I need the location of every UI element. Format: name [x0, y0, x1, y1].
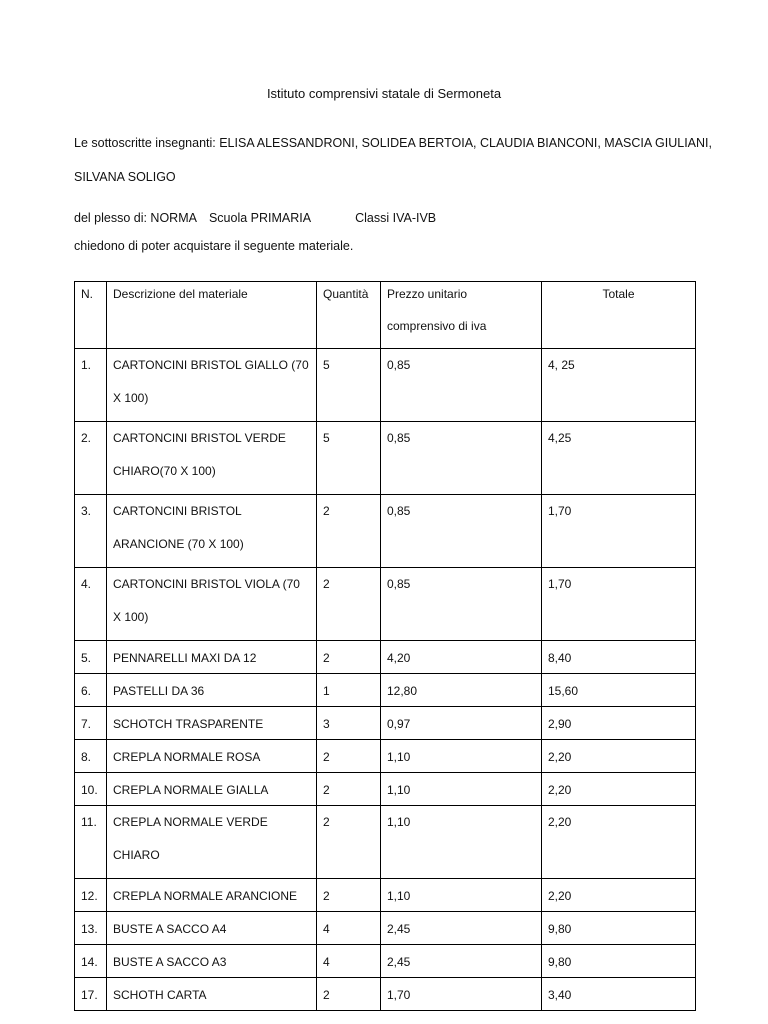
- cell-quantita-text: 2: [323, 988, 330, 1002]
- cell-prezzo: [381, 495, 542, 568]
- cell-totale: [542, 495, 696, 568]
- cell-prezzo: [381, 879, 542, 912]
- cell-n: [75, 349, 107, 422]
- cell-quantita-text: 2: [323, 504, 330, 518]
- cell-quantita: [317, 349, 381, 422]
- cell-quantita: [317, 422, 381, 495]
- cell-quantita: [317, 568, 381, 641]
- cell-totale-text: 3,40: [548, 988, 572, 1002]
- cell-quantita: [317, 674, 381, 707]
- cell-totale: [542, 349, 696, 422]
- cell-prezzo: [381, 674, 542, 707]
- cell-prezzo-text: 4,20: [387, 651, 411, 665]
- table-row: [75, 349, 696, 422]
- cell-totale-text: 1,70: [548, 504, 572, 518]
- cell-prezzo-text: 1,70: [387, 988, 411, 1002]
- signatories-line-continued: SILVANA SOLIGO: [74, 170, 176, 184]
- cell-n: [75, 773, 107, 806]
- cell-totale: [542, 707, 696, 740]
- cell-descrizione: [107, 879, 317, 912]
- scuola-label: Scuola PRIMARIA: [208, 211, 312, 225]
- table-row: [75, 707, 696, 740]
- cell-prezzo: [381, 422, 542, 495]
- cell-totale: [542, 641, 696, 674]
- cell-totale-text: 2,90: [548, 717, 572, 731]
- cell-quantita-text: 5: [323, 431, 330, 445]
- cell-descrizione-text: BUSTE A SACCO A3: [113, 955, 227, 969]
- table-row: [75, 495, 696, 568]
- cell-n-text: 3.: [81, 504, 92, 518]
- document-title: Istituto comprensivi statale di Sermoneta: [266, 86, 502, 101]
- cell-descrizione-text: SCHOTH CARTA: [113, 988, 207, 1002]
- cell-totale-text: 4,25: [548, 431, 572, 445]
- cell-n-text: 10.: [81, 783, 98, 797]
- cell-descrizione: [107, 641, 317, 674]
- cell-prezzo: [381, 641, 542, 674]
- cell-quantita-text: 3: [323, 717, 330, 731]
- cell-n-text: 14.: [81, 955, 98, 969]
- table-row: [75, 806, 696, 879]
- cell-n: [75, 740, 107, 773]
- cell-n-text: 11.: [81, 815, 97, 829]
- cell-descrizione: [107, 945, 317, 978]
- cell-n-text: 1.: [81, 358, 92, 372]
- cell-prezzo-text: 1,10: [387, 815, 411, 829]
- materials-table-body: [75, 349, 696, 1011]
- table-row: [75, 912, 696, 945]
- cell-n: [75, 674, 107, 707]
- cell-quantita-text: 2: [323, 577, 330, 591]
- cell-n: [75, 641, 107, 674]
- table-row: [75, 422, 696, 495]
- cell-quantita-text: 2: [323, 815, 330, 829]
- cell-descrizione: [107, 568, 317, 641]
- materials-table: [74, 281, 696, 1011]
- cell-prezzo-text: 0,97: [387, 717, 411, 731]
- cell-n: [75, 978, 107, 1011]
- cell-totale: [542, 568, 696, 641]
- school-info-line: [74, 211, 436, 225]
- cell-quantita-text: 2: [323, 750, 330, 764]
- cell-descrizione: [107, 912, 317, 945]
- cell-quantita-text: 4: [323, 922, 330, 936]
- cell-prezzo: [381, 773, 542, 806]
- cell-totale: [542, 945, 696, 978]
- table-row: [75, 641, 696, 674]
- header-prezzo: Prezzo unitario comprensivo di iva: [381, 282, 542, 349]
- cell-prezzo: [381, 349, 542, 422]
- table-row: [75, 773, 696, 806]
- cell-descrizione-text: CREPLA NORMALE VERDE CHIARO: [113, 815, 268, 862]
- cell-prezzo-text: 1,10: [387, 889, 411, 903]
- cell-quantita-text: 2: [323, 651, 330, 665]
- cell-descrizione-text: CARTONCINI BRISTOL GIALLO (70 X 100): [113, 358, 309, 405]
- cell-descrizione-text: CREPLA NORMALE GIALLA: [113, 783, 269, 797]
- table-row: [75, 740, 696, 773]
- cell-n-text: 13.: [81, 922, 98, 936]
- cell-n-text: 7.: [81, 717, 92, 731]
- cell-totale-text: 9,80: [548, 955, 572, 969]
- cell-descrizione-text: CARTONCINI BRISTOL VERDE CHIARO(70 X 100): [113, 431, 286, 478]
- cell-totale: [542, 422, 696, 495]
- cell-descrizione: [107, 773, 317, 806]
- table-row: [75, 674, 696, 707]
- cell-n: [75, 707, 107, 740]
- cell-prezzo-text: 0,85: [387, 431, 411, 445]
- cell-descrizione: [107, 978, 317, 1011]
- header-descrizione: Descrizione del materiale: [107, 282, 317, 349]
- cell-quantita-text: 5: [323, 358, 330, 372]
- cell-descrizione: [107, 707, 317, 740]
- cell-quantita: [317, 978, 381, 1011]
- header-totale: Totale: [542, 282, 696, 349]
- table-row: [75, 879, 696, 912]
- cell-prezzo: [381, 978, 542, 1011]
- cell-descrizione: [107, 674, 317, 707]
- cell-totale-text: 1,70: [548, 577, 572, 591]
- cell-totale: [542, 740, 696, 773]
- cell-quantita: [317, 740, 381, 773]
- cell-prezzo: [381, 945, 542, 978]
- cell-n-text: 2.: [81, 431, 92, 445]
- cell-n: [75, 912, 107, 945]
- cell-n-text: 5.: [81, 651, 92, 665]
- plesso-label: del plesso di: NORMA: [74, 211, 197, 225]
- cell-prezzo-text: 1,10: [387, 750, 411, 764]
- cell-quantita-text: 1: [323, 684, 330, 698]
- cell-descrizione-text: PENNARELLI MAXI DA 12: [113, 651, 257, 665]
- cell-quantita-text: 2: [323, 889, 330, 903]
- request-line: chiedono di poter acquistare il seguente materiale.: [74, 239, 354, 253]
- cell-prezzo: [381, 740, 542, 773]
- cell-totale: [542, 912, 696, 945]
- cell-n-text: 4.: [81, 577, 92, 591]
- cell-prezzo: [381, 707, 542, 740]
- signatories-line: Le sottoscritte insegnanti: ELISA ALESSANDRONI, SOLIDEA BERTOIA, CLAUDIA BIANCONI, MASCIA GIULIANI,: [74, 136, 712, 150]
- cell-quantita-text: 2: [323, 783, 330, 797]
- cell-quantita: [317, 773, 381, 806]
- cell-n: [75, 568, 107, 641]
- cell-n: [75, 879, 107, 912]
- cell-n-text: 12.: [81, 889, 98, 903]
- cell-quantita: [317, 495, 381, 568]
- cell-n: [75, 945, 107, 978]
- table-row: [75, 568, 696, 641]
- cell-prezzo: [381, 568, 542, 641]
- cell-quantita: [317, 879, 381, 912]
- cell-quantita: [317, 707, 381, 740]
- cell-totale: [542, 806, 696, 879]
- cell-prezzo-text: 0,85: [387, 504, 411, 518]
- header-n: N.: [75, 282, 107, 349]
- cell-n: [75, 495, 107, 568]
- cell-descrizione: [107, 349, 317, 422]
- cell-descrizione-text: CARTONCINI BRISTOL ARANCIONE (70 X 100): [113, 504, 244, 551]
- cell-totale-text: 2,20: [548, 783, 572, 797]
- cell-totale-text: 2,20: [548, 889, 572, 903]
- cell-n-text: 8.: [81, 750, 92, 764]
- classi-label: Classi IVA-IVB: [355, 211, 437, 225]
- cell-totale: [542, 879, 696, 912]
- cell-totale-text: 8,40: [548, 651, 572, 665]
- cell-n-text: 6.: [81, 684, 92, 698]
- cell-n: [75, 806, 107, 879]
- cell-quantita-text: 4: [323, 955, 330, 969]
- cell-descrizione: [107, 495, 317, 568]
- cell-descrizione-text: SCHOTCH TRASPARENTE: [113, 717, 264, 731]
- cell-descrizione: [107, 422, 317, 495]
- cell-totale-text: 15,60: [548, 684, 579, 698]
- cell-prezzo-text: 2,45: [387, 922, 411, 936]
- cell-quantita: [317, 806, 381, 879]
- cell-totale: [542, 773, 696, 806]
- cell-prezzo: [381, 806, 542, 879]
- cell-prezzo-text: 0,85: [387, 358, 411, 372]
- cell-n-text: 17.: [81, 988, 98, 1002]
- cell-totale-text: 4, 25: [548, 358, 575, 372]
- cell-n: [75, 422, 107, 495]
- cell-quantita: [317, 641, 381, 674]
- cell-prezzo-text: 1,10: [387, 783, 411, 797]
- cell-prezzo-text: 12,80: [387, 684, 418, 698]
- cell-prezzo-text: 0,85: [387, 577, 411, 591]
- table-header-row: [75, 282, 696, 349]
- cell-descrizione-text: PASTELLI DA 36: [113, 684, 205, 698]
- cell-descrizione-text: BUSTE A SACCO A4: [113, 922, 227, 936]
- cell-quantita: [317, 945, 381, 978]
- cell-prezzo: [381, 912, 542, 945]
- cell-totale-text: 2,20: [548, 815, 572, 829]
- cell-prezzo-text: 2,45: [387, 955, 411, 969]
- cell-quantita: [317, 912, 381, 945]
- cell-totale: [542, 674, 696, 707]
- cell-descrizione-text: CARTONCINI BRISTOL VIOLA (70 X 100): [113, 577, 300, 624]
- cell-descrizione-text: CREPLA NORMALE ARANCIONE: [113, 889, 298, 903]
- cell-descrizione-text: CREPLA NORMALE ROSA: [113, 750, 261, 764]
- cell-totale: [542, 978, 696, 1011]
- cell-descrizione: [107, 740, 317, 773]
- cell-totale-text: 2,20: [548, 750, 572, 764]
- table-row: [75, 978, 696, 1011]
- cell-descrizione: [107, 806, 317, 879]
- table-row: [75, 945, 696, 978]
- cell-totale-text: 9,80: [548, 922, 572, 936]
- header-quantita: Quantità: [317, 282, 381, 349]
